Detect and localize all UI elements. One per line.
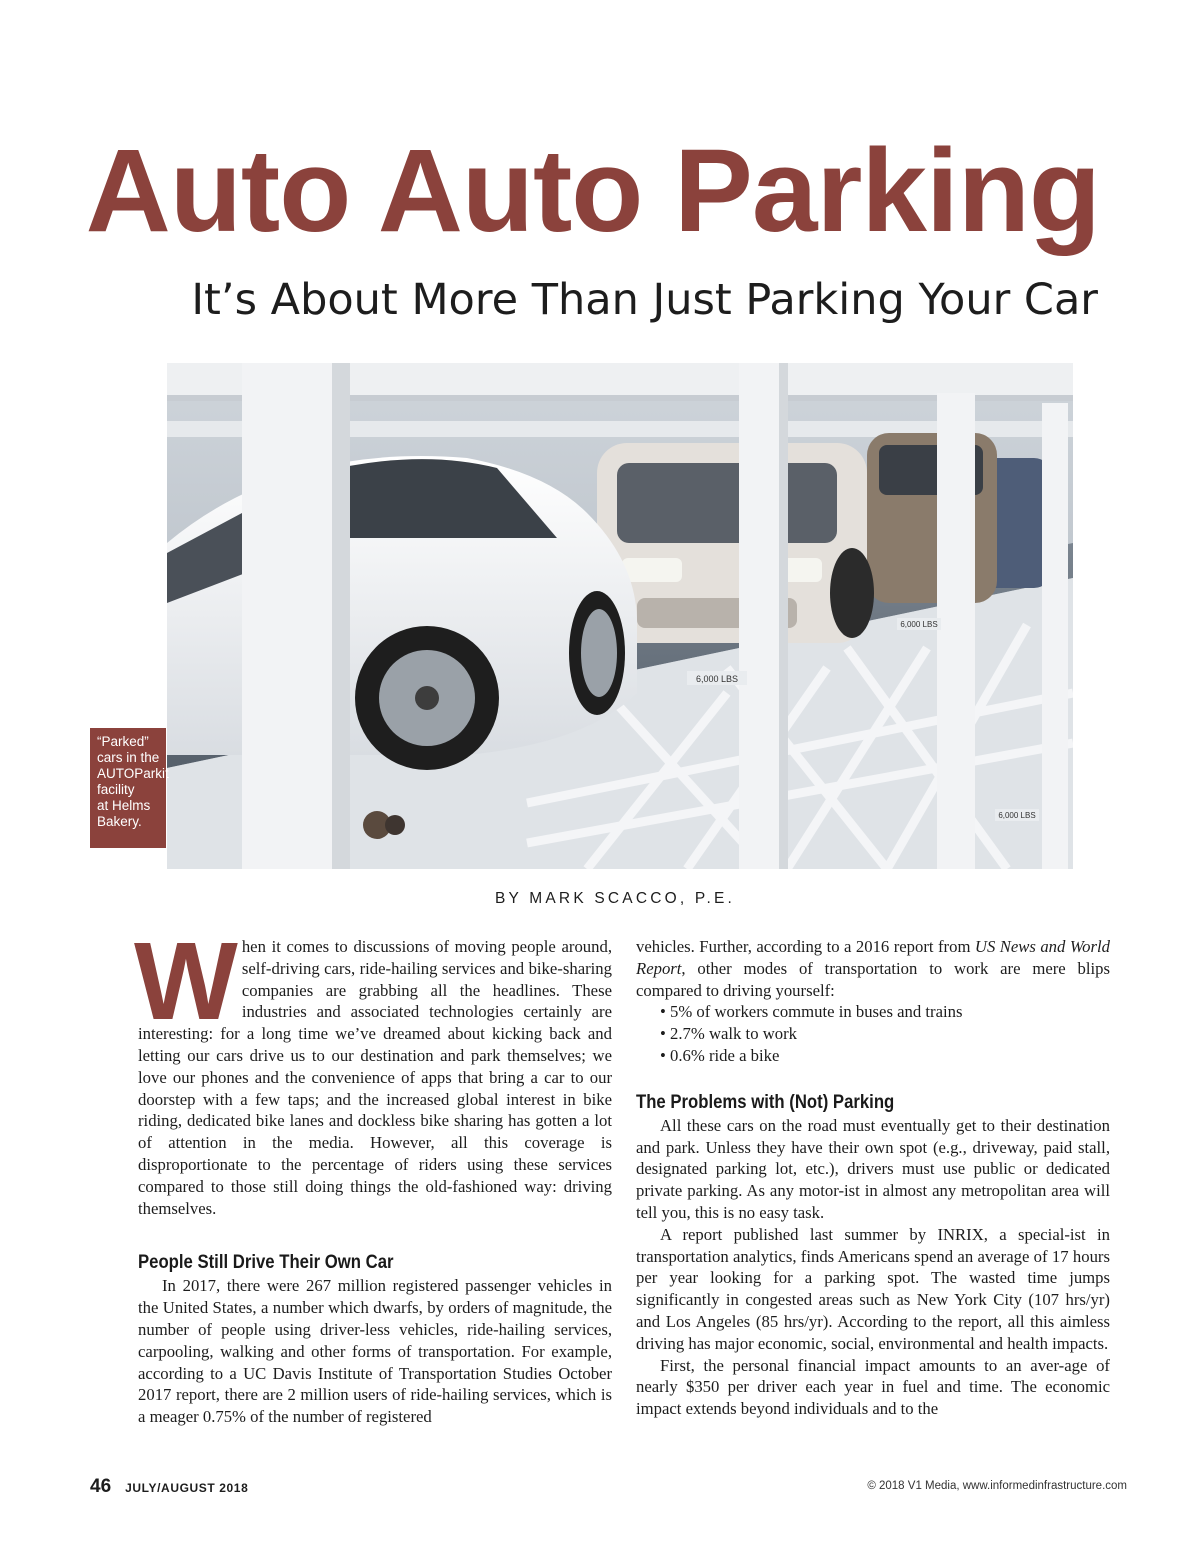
drop-cap: W [134, 920, 238, 1043]
load-sign-3: 6,000 LBS [998, 811, 1036, 820]
article-title: Auto Auto Parking [85, 125, 1100, 257]
continued-text-after: , other modes of transportation to work are mere blips compared to driving yourself: [636, 958, 1110, 1000]
photo-caption: “Parked” cars in the AUTOParkit facility at Helms Bakery. [90, 728, 166, 848]
intro-paragraph [134, 920, 612, 1219]
section2-paragraph-2: A report published last summer by INRIX, a special-ist in transportation analytics, finds Americans spend an average of 17 hours per year looking for a parking spot. The wasted time jumps significantly in congested areas such as New York City (107 hrs/yr) and Los Angeles (85 hrs/yr). According to the report, all this aimless driving has major economic, social, environmental and health impacts. [636, 1224, 1110, 1353]
footer-copyright: © 2018 V1 Media, www.informedinfrastructure.com [867, 1480, 1127, 1492]
article-column-left [134, 920, 612, 1428]
article-subtitle: It’s About More Than Just Parking Your Car [191, 275, 1098, 325]
issue-date: JULY/AUGUST 2018 [125, 1481, 249, 1495]
section1-paragraph: In 2017, there were 267 million registered passenger vehicles in the United States, a number which dwarfs, by orders of magnitude, the number of people using driver-less vehicles, ride-hailing services, carpooling, walking and other forms of transportation. For example, according to a UC Davis Institute of Transportation Studies October 2017 report, there are 2 million users of ride-hailing services, which is a meager 0.75% of the number of registered [138, 1276, 612, 1427]
section-heading-people-drive: People Still Drive Their Own Car [138, 1252, 394, 1274]
section-heading-problems-parking: The Problems with (Not) Parking [636, 1091, 895, 1113]
load-sign-2: 6,000 LBS [900, 620, 938, 629]
article-column-right [636, 936, 1110, 1420]
continued-paragraph [636, 936, 1110, 1001]
commute-stats-list [636, 1001, 1110, 1066]
publication-name: US News and World Report [636, 937, 1111, 978]
byline: BY MARK SCACCO, P.E. [494, 890, 735, 907]
page-number: 46 [90, 1476, 112, 1497]
footer-folio [90, 1476, 248, 1498]
section2-paragraph-3: First, the personal financial impact amounts to an aver-age of nearly $350 per driver each year in fuel and time. The economic impact extends beyond individuals and to the [636, 1355, 1110, 1419]
list-item: • 5% of workers commute in buses and trains [660, 1001, 1110, 1023]
list-item: • 0.6% ride a bike [660, 1045, 1110, 1067]
section2-paragraph-1: All these cars on the road must eventually get to their destination and park. Unless they have their own spot (e.g., driveway, paid stall, designated parking lot, etc.), drivers must use public or dedicated private parking. As any motor-ist in almost any metropolitan area will tell you, this is no easy task. [636, 1115, 1110, 1222]
list-item: • 2.7% walk to work [660, 1023, 1110, 1045]
intro-text: hen it comes to discussions of moving people around, self-driving cars, ride-hailing services and bike-sharing companies are grabbing all the headlines. These industries and associated technologies certainly are interesting: for a long time we’ve dreamed about kicking back and letting our cars drive us to our destination and park themselves; we love our phones and the convenience of apps that bring a car to our doorstep with a few taps; and the increased global interest in bike riding, dedicated bike lanes and dockless bike sharing has gotten a lot of attention in the media. However, all this coverage is disproportionate to the percentage of riders using these services compared to those still doing things the old-fashioned way: driving themselves. [138, 937, 612, 1218]
continued-text-before: vehicles. Further, according to a 2016 report from [636, 937, 975, 956]
load-sign-1: 6,000 LBS [695, 674, 739, 684]
parking-facility-photo [167, 363, 1073, 869]
